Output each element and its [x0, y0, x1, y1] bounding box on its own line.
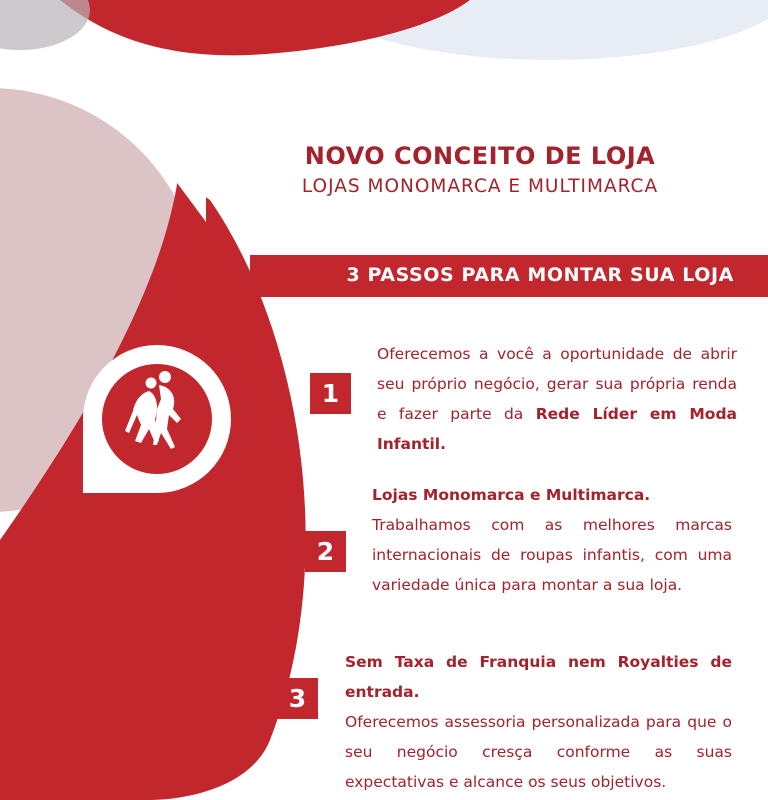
step-1-body: Oferecemos a você a oportunidade de abrir seu próprio negócio, gerar sua própria renda e fazer parte da [377, 345, 737, 423]
step-number-2: 2 [305, 531, 346, 572]
children-playing-icon [73, 337, 241, 503]
step-number-1: 1 [310, 373, 351, 414]
step-3-text [345, 647, 732, 797]
step-1-body-bold: Rede Líder em Moda Infantil. [377, 405, 737, 453]
step-1-text [377, 339, 737, 459]
top-grey-shape [0, 0, 90, 50]
page-subtitle: LOJAS MONOMARCA E MULTIMARCA [301, 176, 659, 197]
steps-banner [250, 255, 768, 297]
step-3-body: Oferecemos assessoria personalizada para que o seu negócio cresça conforme as suas expectativas e alcance os seus objetivos. [345, 713, 732, 791]
banner-text: 3 PASSOS PARA MONTAR SUA LOJA [346, 264, 734, 286]
step-2-text [372, 480, 732, 600]
header [256, 142, 704, 197]
step-2-title: Lojas Monomarca e Multimarca. [372, 486, 651, 504]
step-3-title: Sem Taxa de Franquia nem Royalties de entrada. [345, 653, 732, 701]
step-number-3: 3 [277, 678, 318, 719]
page-title: NOVO CONCEITO DE LOJA [304, 142, 656, 170]
step-2-body: Trabalhamos com as melhores marcas internacionais de roupas infantis, com uma variedade única para montar a sua loja. [372, 516, 732, 594]
